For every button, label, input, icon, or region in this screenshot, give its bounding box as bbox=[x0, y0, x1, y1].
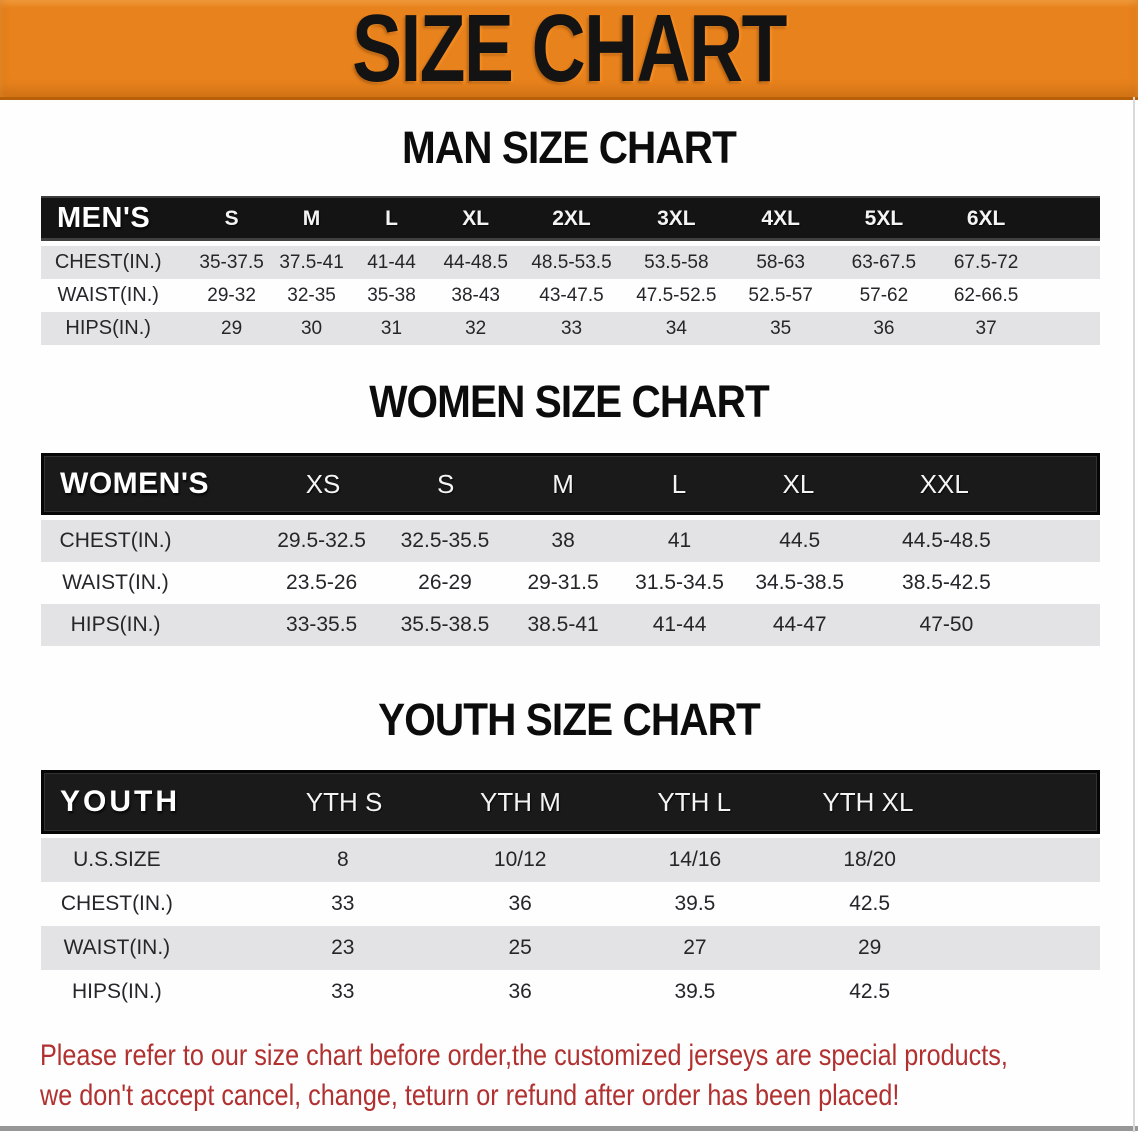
value-cell: 41-44 bbox=[367, 251, 416, 273]
header-size-cell: S bbox=[224, 206, 239, 230]
men-table-row bbox=[41, 246, 1100, 279]
value-cell: 27 bbox=[683, 936, 707, 959]
header-size-cell: YTH L bbox=[657, 786, 732, 817]
women-table-row bbox=[41, 604, 1100, 646]
footer-note-line2: we don't accept cancel, change, teturn or refund after order has been placed! bbox=[40, 1079, 900, 1112]
women-size-chart-title: WOMEN SIZE CHART bbox=[369, 376, 769, 427]
value-cell: 38-43 bbox=[451, 284, 500, 306]
value-cell: 35 bbox=[770, 317, 792, 339]
value-cell: 37.5-41 bbox=[279, 251, 344, 273]
value-cell: 58-63 bbox=[756, 251, 805, 273]
row-label-cell: CHEST(IN.) bbox=[60, 892, 173, 915]
banner-title: SIZE CHART bbox=[352, 0, 786, 102]
women-table-row bbox=[41, 520, 1100, 562]
value-cell: 30 bbox=[300, 317, 323, 339]
footer-note-line1: Please refer to our size chart before order,the customized jerseys are special products, bbox=[40, 1039, 1008, 1072]
men-table-header-row bbox=[41, 196, 1100, 241]
women-table-row bbox=[41, 562, 1100, 604]
value-cell: 10/12 bbox=[493, 848, 547, 871]
value-cell: 33 bbox=[331, 980, 355, 1003]
value-cell: 29.5-32.5 bbox=[277, 529, 366, 552]
value-cell: 33 bbox=[331, 892, 355, 915]
header-size-cell: XS bbox=[305, 468, 341, 499]
header-size-cell: 6XL bbox=[966, 206, 1006, 230]
value-cell: 44-47 bbox=[772, 613, 827, 636]
footer-note bbox=[40, 1036, 1008, 1116]
bottom-edge-strip bbox=[0, 1126, 1138, 1131]
header-size-cell: L bbox=[385, 206, 398, 230]
value-cell: 67.5-72 bbox=[953, 251, 1019, 273]
value-cell: 35.5-38.5 bbox=[400, 613, 490, 636]
row-label-cell: HIPS(IN.) bbox=[71, 980, 162, 1003]
header-size-cell: XL bbox=[462, 206, 490, 230]
header-size-cell: XL bbox=[782, 468, 815, 499]
header-size-cell: 2XL bbox=[552, 206, 591, 230]
right-edge-line bbox=[1133, 97, 1135, 1132]
youth-table-row bbox=[41, 838, 1100, 882]
table-header-label: WOMEN'S bbox=[60, 467, 209, 500]
value-cell: 29 bbox=[857, 936, 882, 959]
value-cell: 57-62 bbox=[859, 284, 909, 306]
row-label-cell: CHEST(IN.) bbox=[59, 529, 172, 552]
header-size-cell: L bbox=[671, 468, 687, 499]
value-cell: 41 bbox=[667, 529, 692, 552]
value-cell: 53.5-58 bbox=[644, 251, 709, 273]
value-cell: 36 bbox=[508, 892, 532, 915]
row-label-cell: WAIST(IN.) bbox=[62, 571, 169, 594]
youth-table-row bbox=[41, 882, 1100, 926]
value-cell: 32.5-35.5 bbox=[400, 529, 490, 552]
value-cell: 62-66.5 bbox=[953, 284, 1019, 306]
youth-table-row bbox=[41, 970, 1100, 1014]
value-cell: 29-32 bbox=[207, 284, 256, 306]
value-cell: 47-50 bbox=[919, 613, 974, 636]
header-size-cell: XXL bbox=[919, 468, 969, 499]
youth-table-row bbox=[41, 926, 1100, 970]
header-size-cell: M bbox=[552, 468, 574, 499]
women-size-table bbox=[41, 453, 1100, 646]
value-cell: 44.5 bbox=[779, 529, 821, 552]
header-size-cell: 3XL bbox=[657, 206, 696, 230]
women-table-header-row bbox=[41, 453, 1100, 515]
row-label-cell: HIPS(IN.) bbox=[65, 317, 151, 339]
table-header-label: YOUTH bbox=[60, 785, 180, 818]
table-header-label: MEN'S bbox=[57, 202, 151, 234]
value-cell: 44.5-48.5 bbox=[902, 529, 991, 552]
value-cell: 39.5 bbox=[674, 892, 716, 915]
header-size-cell: YTH S bbox=[305, 786, 383, 817]
header-size-cell: M bbox=[302, 206, 321, 230]
value-cell: 35-37.5 bbox=[199, 251, 264, 273]
men-size-table bbox=[41, 196, 1100, 345]
youth-table-header-row bbox=[41, 770, 1100, 834]
value-cell: 31.5-34.5 bbox=[635, 571, 724, 594]
value-cell: 48.5-53.5 bbox=[531, 251, 612, 273]
value-cell: 29-31.5 bbox=[527, 571, 599, 594]
row-label-cell: WAIST(IN.) bbox=[57, 284, 159, 306]
value-cell: 38.5-41 bbox=[527, 613, 599, 636]
value-cell: 32 bbox=[465, 317, 487, 339]
value-cell: 33-35.5 bbox=[286, 613, 358, 636]
value-cell: 14/16 bbox=[668, 848, 722, 871]
row-label-cell: HIPS(IN.) bbox=[70, 613, 161, 636]
men-table-row bbox=[41, 312, 1100, 345]
header-size-cell: YTH XL bbox=[822, 786, 914, 817]
value-cell: 39.5 bbox=[674, 980, 716, 1003]
value-cell: 18/20 bbox=[843, 848, 896, 871]
value-cell: 35-38 bbox=[367, 284, 416, 306]
value-cell: 36 bbox=[873, 317, 895, 339]
row-label-cell: U.S.SIZE bbox=[73, 848, 161, 871]
value-cell: 34.5-38.5 bbox=[755, 571, 845, 594]
youth-size-table bbox=[41, 770, 1100, 1014]
value-cell: 23.5-26 bbox=[286, 571, 358, 594]
value-cell: 34 bbox=[665, 317, 687, 339]
header-size-cell: 4XL bbox=[761, 206, 800, 230]
value-cell: 42.5 bbox=[849, 980, 891, 1003]
value-cell: 29 bbox=[221, 317, 243, 339]
value-cell: 47.5-52.5 bbox=[636, 284, 717, 306]
youth-size-chart-title: YOUTH SIZE CHART bbox=[378, 694, 760, 745]
value-cell: 37 bbox=[975, 317, 997, 339]
header-size-cell: S bbox=[437, 468, 455, 499]
value-cell: 43-47.5 bbox=[539, 284, 604, 306]
value-cell: 41-44 bbox=[652, 613, 707, 636]
value-cell: 31 bbox=[380, 317, 403, 339]
value-cell: 42.5 bbox=[849, 892, 891, 915]
row-label-cell: CHEST(IN.) bbox=[54, 251, 162, 273]
value-cell: 38.5-42.5 bbox=[902, 571, 991, 594]
value-cell: 26-29 bbox=[418, 571, 472, 594]
value-cell: 36 bbox=[508, 980, 532, 1003]
header-size-cell: 5XL bbox=[864, 206, 904, 230]
value-cell: 23 bbox=[331, 936, 355, 959]
value-cell: 32-35 bbox=[287, 284, 336, 306]
men-table-row bbox=[41, 279, 1100, 312]
men-size-chart-title: MAN SIZE CHART bbox=[402, 122, 736, 173]
value-cell: 63-67.5 bbox=[851, 251, 917, 273]
size-chart-banner bbox=[0, 0, 1138, 100]
value-cell: 8 bbox=[336, 848, 349, 871]
value-cell: 25 bbox=[508, 936, 532, 959]
value-cell: 44-48.5 bbox=[443, 251, 508, 273]
row-label-cell: WAIST(IN.) bbox=[63, 936, 171, 959]
value-cell: 33 bbox=[560, 317, 583, 339]
header-size-cell: YTH M bbox=[480, 786, 561, 817]
value-cell: 38 bbox=[551, 529, 575, 552]
value-cell: 52.5-57 bbox=[748, 284, 813, 306]
